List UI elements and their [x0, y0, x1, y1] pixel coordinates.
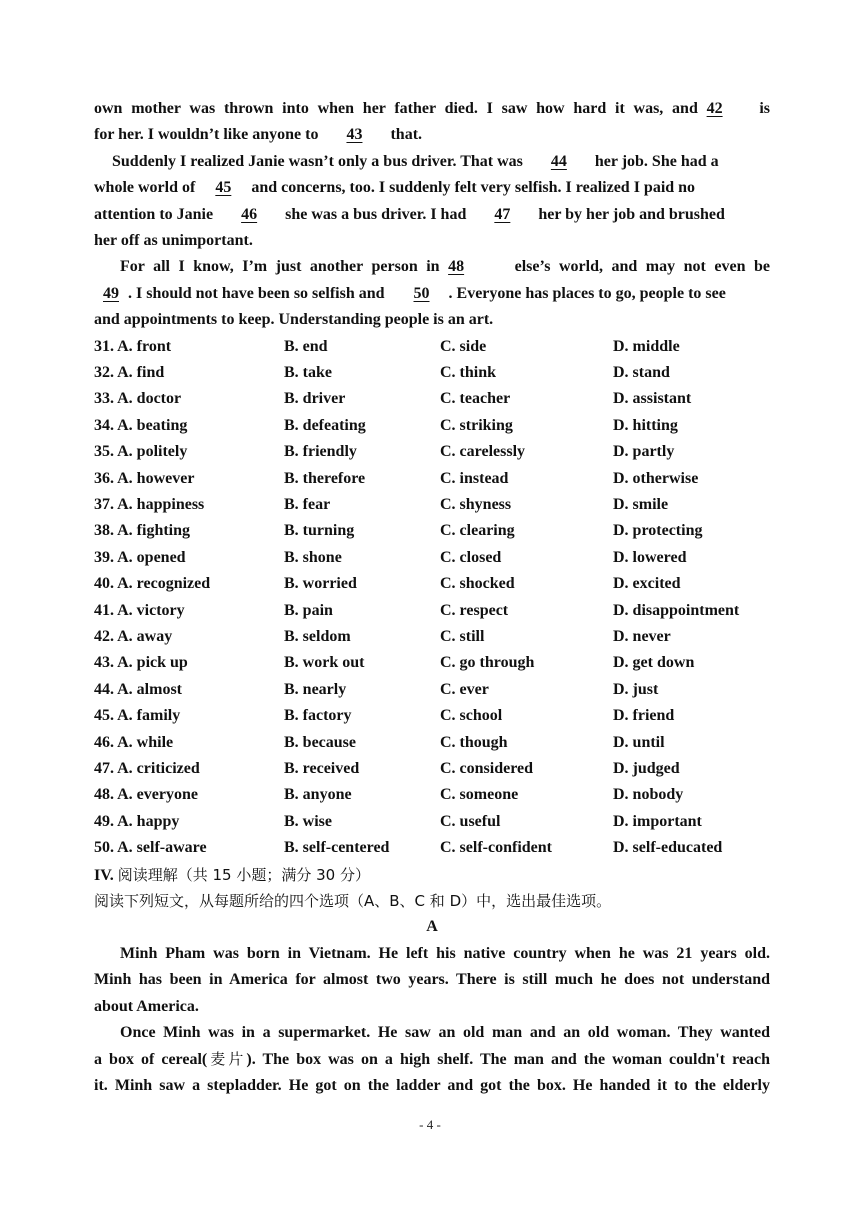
text-span: about America.	[94, 997, 199, 1015]
option-choice: D. stand	[613, 363, 670, 381]
option-question: 44. A. almost	[94, 680, 182, 698]
passage-line	[94, 202, 770, 228]
text-span: she was a bus driver. I had	[285, 205, 467, 223]
option-choice: B. friendly	[284, 443, 357, 461]
option-choice: C. useful	[440, 812, 501, 830]
option-question: 45. A. family	[94, 707, 181, 725]
option-question: 33. A. doctor	[94, 390, 182, 408]
option-question: 34. A. beating	[94, 416, 188, 434]
passage-line	[94, 254, 770, 280]
option-choice: D. important	[613, 812, 702, 830]
section-title: 阅读理解（共 15 小题；满分 30 分）	[117, 865, 370, 884]
option-choice: D. assistant	[613, 390, 692, 408]
option-choice: C. go through	[440, 654, 535, 672]
option-choice: D. get down	[613, 654, 695, 672]
options-grid	[94, 334, 770, 862]
text-span: else’s world, and may not even be	[514, 258, 770, 276]
option-choice: C. think	[440, 363, 497, 381]
option-choice: D. friend	[613, 707, 675, 725]
option-choice: D. until	[613, 733, 665, 751]
section-number: IV.	[94, 866, 114, 884]
option-choice: C. shyness	[440, 495, 512, 513]
option-choice: C. though	[440, 733, 508, 751]
option-choice: C. school	[440, 707, 503, 725]
option-choice: B. wise	[284, 812, 332, 830]
option-choice: C. respect	[440, 601, 509, 619]
option-choice: D. smile	[613, 495, 669, 513]
option-choice: B. turning	[284, 522, 355, 540]
option-question: 32. A. find	[94, 363, 165, 381]
blank-44: 44	[550, 152, 567, 170]
option-question: 48. A. everyone	[94, 786, 198, 804]
option-choice: B. received	[284, 760, 360, 778]
option-question: 39. A. opened	[94, 548, 186, 566]
option-choice: C. carelessly	[440, 443, 526, 461]
option-choice: C. someone	[440, 786, 519, 804]
option-choice: D. lowered	[613, 548, 687, 566]
blank-49: 49	[103, 284, 119, 302]
option-choice: B. self-centered	[284, 839, 390, 857]
reading-line	[94, 994, 770, 1020]
option-choice: B. fear	[284, 495, 331, 513]
text-span: her by her job and brushed	[538, 205, 725, 223]
option-choice: B. driver	[284, 390, 346, 408]
text-span: and appointments to keep. Understanding people is an art.	[94, 311, 494, 329]
blank-43: 43	[346, 126, 363, 144]
option-question: 40. A. recognized	[94, 575, 211, 593]
passage-line	[94, 281, 770, 307]
text-span: for her. I wouldn’t like anyone to	[94, 126, 319, 144]
blank-45: 45	[215, 179, 232, 197]
option-question: 35. A. politely	[94, 443, 188, 461]
option-choice: D. judged	[613, 760, 680, 778]
passage-letter: A	[426, 918, 438, 936]
option-question: 41. A. victory	[94, 601, 185, 619]
reading-line	[94, 1046, 770, 1072]
option-choice: D. self-educated	[613, 839, 723, 857]
text-span: her job. She had a	[594, 152, 719, 170]
option-question: 43. A. pick up	[94, 654, 188, 672]
option-choice: B. nearly	[284, 680, 347, 698]
option-choice: B. work out	[284, 654, 365, 672]
option-choice: B. pain	[284, 601, 333, 619]
option-choice: B. therefore	[284, 469, 366, 487]
option-choice: B. factory	[284, 707, 352, 725]
option-choice: D. excited	[613, 575, 681, 593]
option-choice: B. seldom	[284, 627, 351, 645]
blank-50: 50	[413, 284, 430, 302]
option-question: 38. A. fighting	[94, 522, 191, 540]
option-choice: C. self-confident	[440, 839, 552, 857]
option-choice: D. protecting	[613, 522, 703, 540]
passage-line	[94, 96, 770, 122]
text-span: her off as unimportant.	[94, 231, 253, 249]
passage-line	[94, 175, 770, 201]
option-question: 36. A. however	[94, 469, 195, 487]
text-span: it. Minh saw a stepladder. He got on the ladder and got the box. He handed it to the elderly	[94, 1076, 770, 1094]
reading-line	[94, 1020, 770, 1046]
text-span: and concerns, too. I suddenly felt very selfish. I realized I paid no	[251, 179, 696, 197]
text-span: For all I know, I’m just another person in	[120, 258, 440, 276]
option-question: 46. A. while	[94, 733, 174, 751]
option-choice: B. take	[284, 363, 332, 381]
option-question: 37. A. happiness	[94, 495, 205, 513]
section-instruction	[94, 888, 770, 914]
text-span: own mother was thrown into when her father died. I saw how hard it was, and	[94, 100, 698, 117]
text-span: . I should not have been so selfish and	[128, 284, 385, 302]
option-choice: D. middle	[613, 337, 680, 355]
passage-line	[94, 122, 770, 148]
text-span: a box of cereal(	[94, 1051, 208, 1069]
passage-line	[94, 228, 770, 254]
option-question: 42. A. away	[94, 627, 173, 645]
blank-42: 42	[706, 100, 723, 117]
text-span: that.	[390, 126, 423, 144]
page-content	[94, 96, 770, 1099]
option-question: 47. A. criticized	[94, 760, 200, 778]
option-choice: C. clearing	[440, 522, 515, 540]
option-choice: C. still	[440, 627, 485, 645]
option-choice: B. shone	[284, 548, 342, 566]
option-choice: D. nobody	[613, 786, 684, 804]
option-choice: C. striking	[440, 416, 513, 434]
option-choice: C. instead	[440, 469, 509, 487]
option-choice: C. side	[440, 337, 487, 355]
blank-47: 47	[494, 205, 511, 223]
blank-48: 48	[448, 258, 465, 276]
text-span: is	[759, 100, 771, 117]
text-span: Minh Pham was born in Vietnam. He left his native country when he was 21 years old.	[120, 944, 770, 962]
reading-line	[94, 941, 770, 967]
text-span: whole world of	[94, 179, 196, 197]
text-span-cn: 麦片	[207, 1050, 247, 1069]
section-heading	[94, 862, 770, 888]
option-choice: D. hitting	[613, 416, 678, 434]
option-choice: C. closed	[440, 548, 502, 566]
option-choice: D. partly	[613, 443, 675, 461]
option-choice: C. ever	[440, 680, 489, 698]
text-span: Once Minh was in a supermarket. He saw an old man and an old woman. They wanted	[120, 1023, 770, 1041]
option-choice: C. considered	[440, 760, 534, 778]
page-number: - 4 -	[419, 1117, 441, 1132]
option-choice: D. otherwise	[613, 469, 699, 487]
option-choice: B. end	[284, 337, 328, 355]
text-span: attention to Janie	[94, 205, 214, 223]
option-choice: B. worried	[284, 575, 357, 593]
text-span: Minh has been in America for almost two years. There is still much he does not understand	[94, 971, 770, 989]
option-choice: C. teacher	[440, 390, 511, 408]
instruction-text: 阅读下列短文，从每题所给的四个选项（A、B、C 和 D）中，选出最佳选项。	[94, 892, 612, 911]
passage-line	[94, 149, 770, 175]
option-question: 31. A. front	[94, 337, 172, 355]
passage-line	[94, 307, 770, 333]
option-choice: B. defeating	[284, 416, 366, 434]
reading-line	[94, 967, 770, 993]
option-choice: B. anyone	[284, 786, 352, 804]
option-choice: D. never	[613, 627, 671, 645]
text-span: ). The box was on a high shelf. The man and the woman couldn't reach	[246, 1051, 770, 1069]
text-span: Suddenly I realized Janie wasn’t only a bus driver. That was	[112, 152, 523, 170]
option-question: 50. A. self-aware	[94, 839, 207, 857]
option-question: 49. A. happy	[94, 812, 180, 830]
blank-46: 46	[241, 205, 258, 223]
option-choice: D. disappointment	[613, 601, 740, 619]
option-choice: C. shocked	[440, 575, 515, 593]
reading-line	[94, 1073, 770, 1099]
option-choice: B. because	[284, 733, 356, 751]
text-span: . Everyone has places to go, people to see	[448, 284, 726, 302]
option-choice: D. just	[613, 680, 659, 698]
